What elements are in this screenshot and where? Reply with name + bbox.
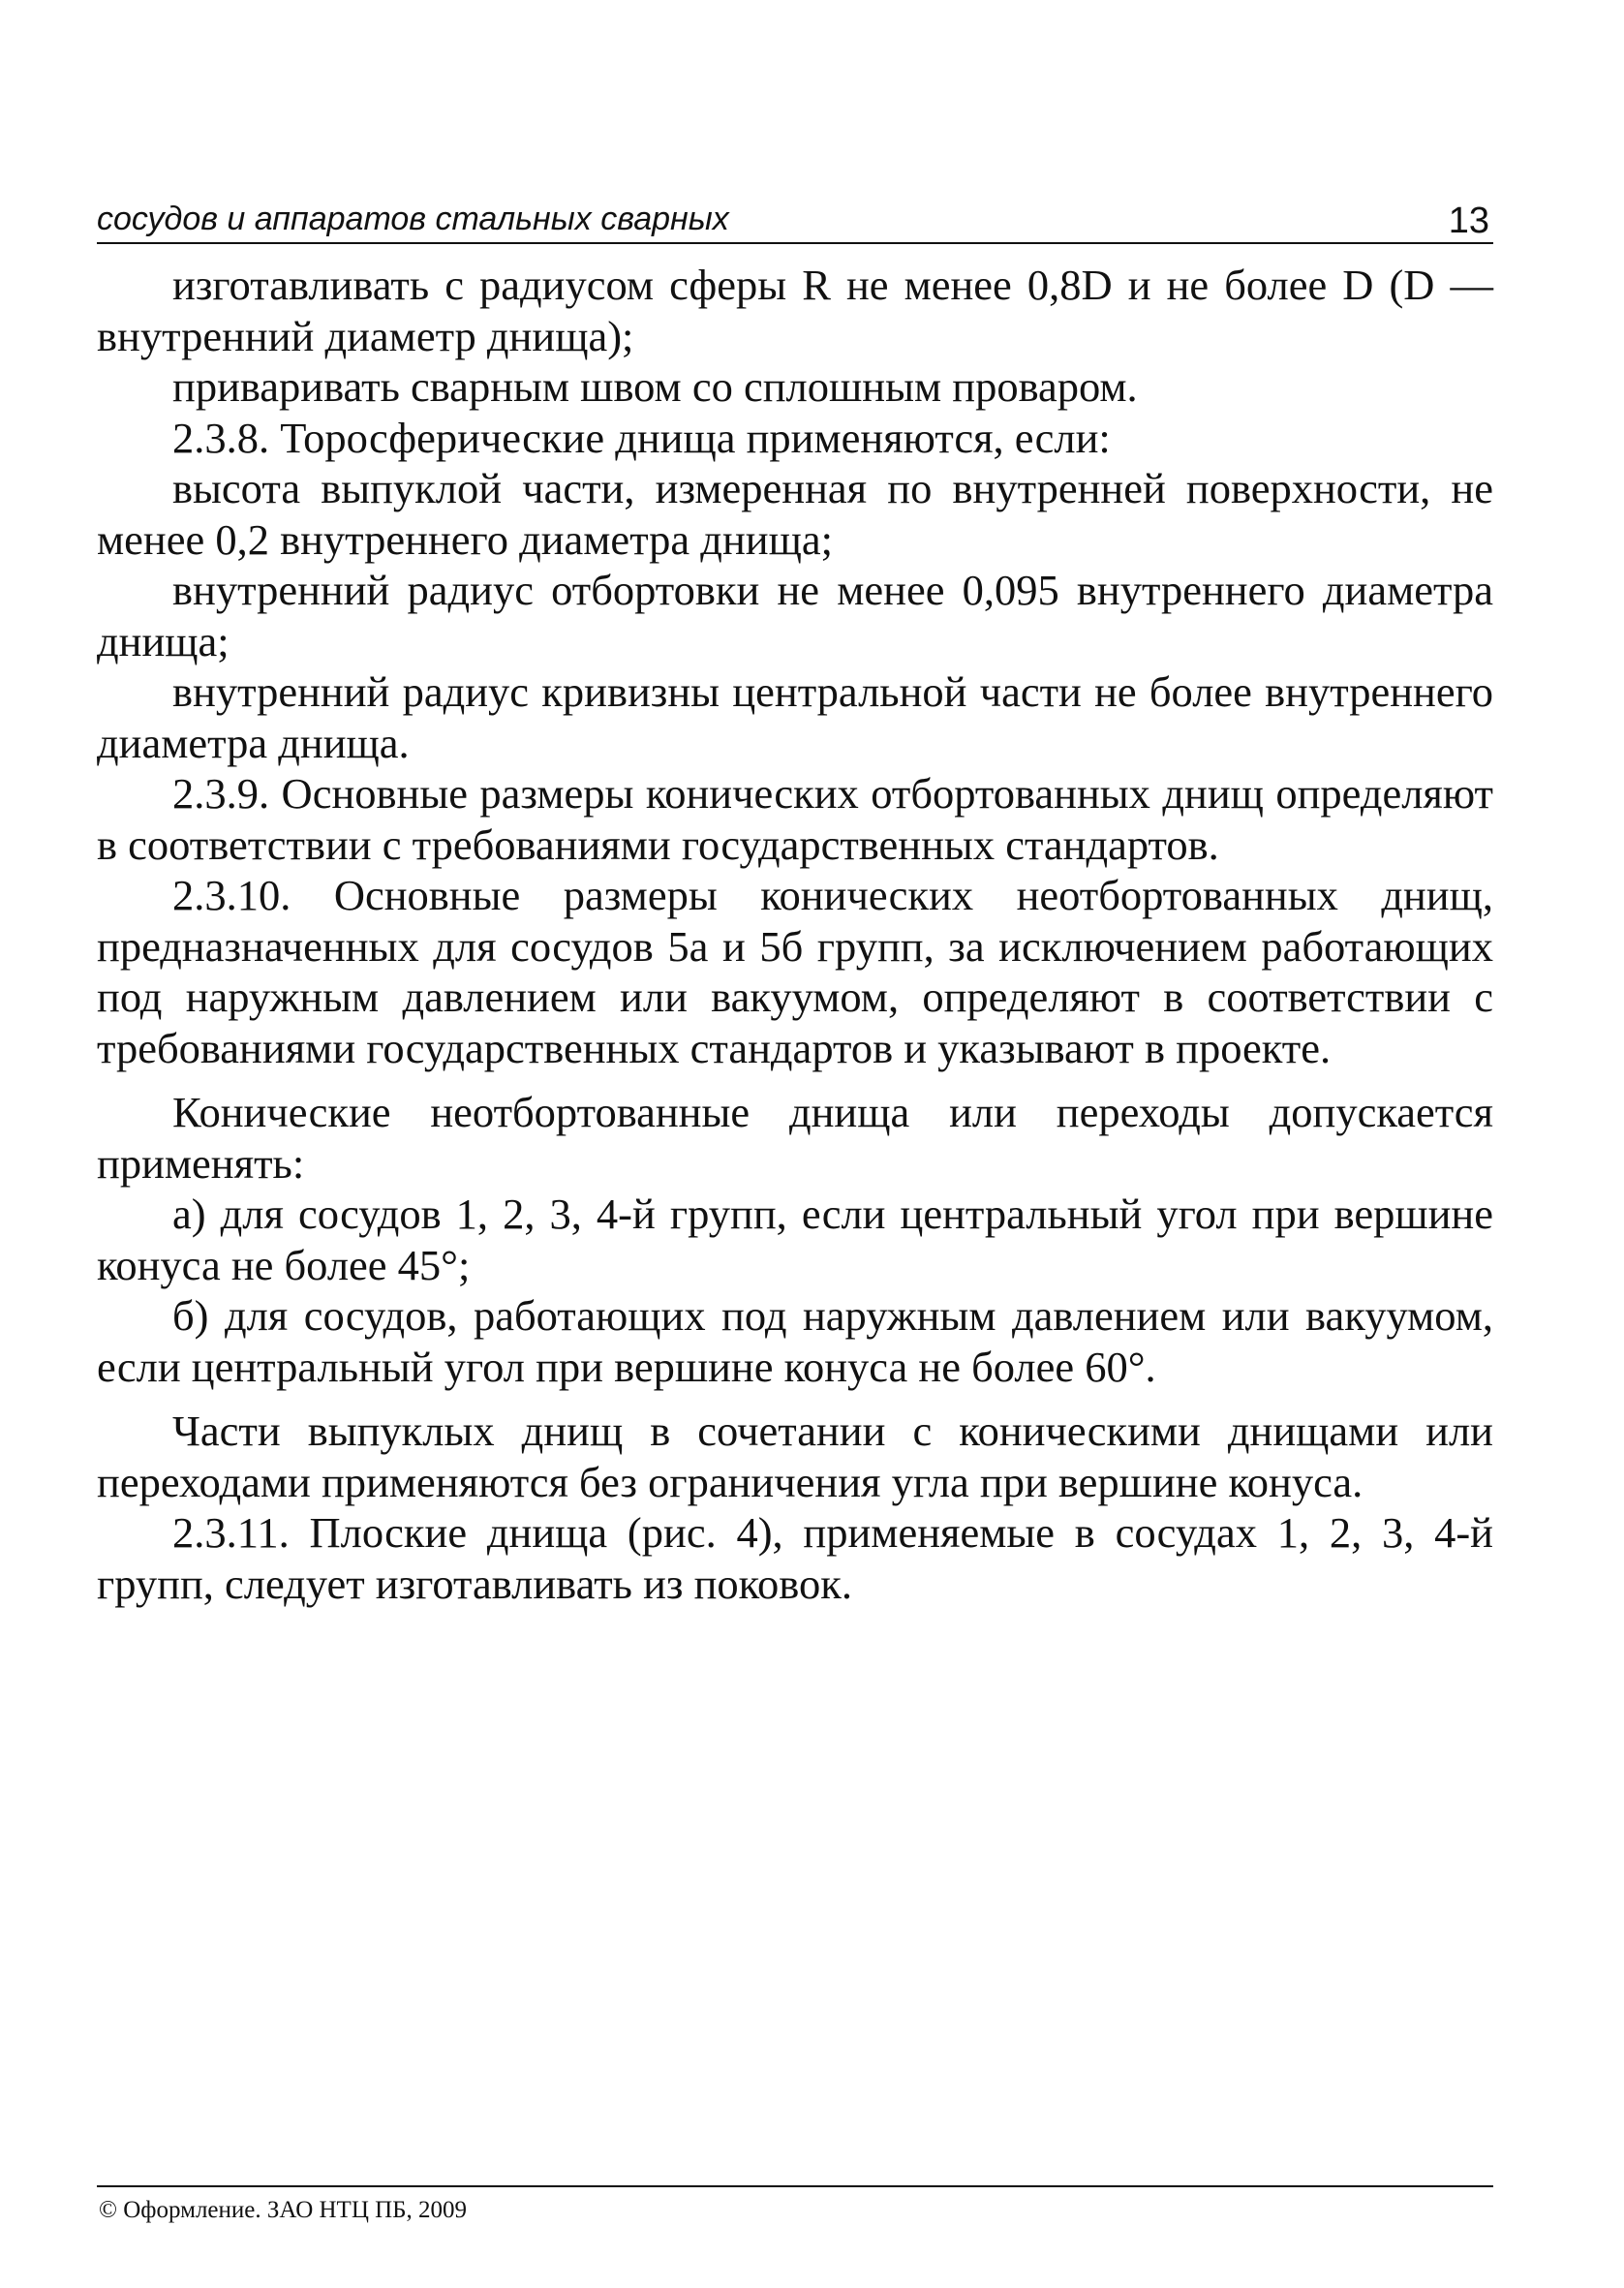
paragraph-2-3-8: 2.3.8. Торосферические днища применяются, если: xyxy=(172,413,1111,462)
paragraph-flange-radius: внутренний радиус отбортовки не менее 0,095 внутреннего диаметра днища; xyxy=(97,566,1493,665)
paragraph-2-3-11: 2.3.11. Плоские днища (рис. 4), применяемые в сосудах 1, 2, 3, 4-й групп, следует изготавливать из поковок. xyxy=(97,1508,1493,1608)
paragraph-2-3-10: 2.3.10. Основные размеры конических неотбортованных днищ, предназначенных для сосудов 5а и 5б групп, за исключением работающих под наружным давлением или вакуумом, определяют в соответствии с требованиями государственных стандартов и указывают в проекте. xyxy=(97,871,1493,1072)
page-header xyxy=(97,194,1493,244)
paragraph-convex-parts: Части выпуклых днищ в сочетании с коническими днищами или переходами применяются без ограничения угла при вершине конуса. xyxy=(97,1407,1493,1506)
paragraph-convex-height: высота выпуклой части, измеренная по внутренней поверхности, не менее 0,2 внутреннего диаметра днища; xyxy=(97,464,1493,564)
paragraph-curvature-radius: внутренний радиус кривизны центральной части не более внутреннего диаметра днища. xyxy=(97,667,1493,767)
page-number: 13 xyxy=(1448,201,1489,241)
footer-copyright: © Оформление. ЗАО НТЦ ПБ, 2009 xyxy=(99,2197,468,2223)
paragraph-conical-usage: Конические неотбортованные днища или переходы допускается применять: xyxy=(97,1088,1493,1188)
body-text xyxy=(97,260,1493,1609)
paragraph-item-a: а) для сосудов 1, 2, 3, 4-й групп, если центральный угол при вершине конуса не более 45°; xyxy=(97,1190,1493,1289)
paragraph-2-3-9: 2.3.9. Основные размеры конических отбортованных днищ определяют в соответствии с требованиями государственных стандартов. xyxy=(97,769,1493,869)
paragraph-sphere-radius: изготавливать с радиусом сферы R не менее 0,8D и не более D (D — внутренний диаметр днища); xyxy=(97,261,1493,360)
paragraph-weld: приваривать сварным швом со сплошным проваром. xyxy=(172,362,1138,411)
running-title: сосудов и аппаратов стальных сварных xyxy=(97,201,729,237)
paragraph-item-b: б) для сосудов, работающих под наружным давлением или вакуумом, если центральный угол при вершине конуса не более 60°. xyxy=(97,1291,1493,1391)
footer-rule xyxy=(97,2185,1493,2187)
